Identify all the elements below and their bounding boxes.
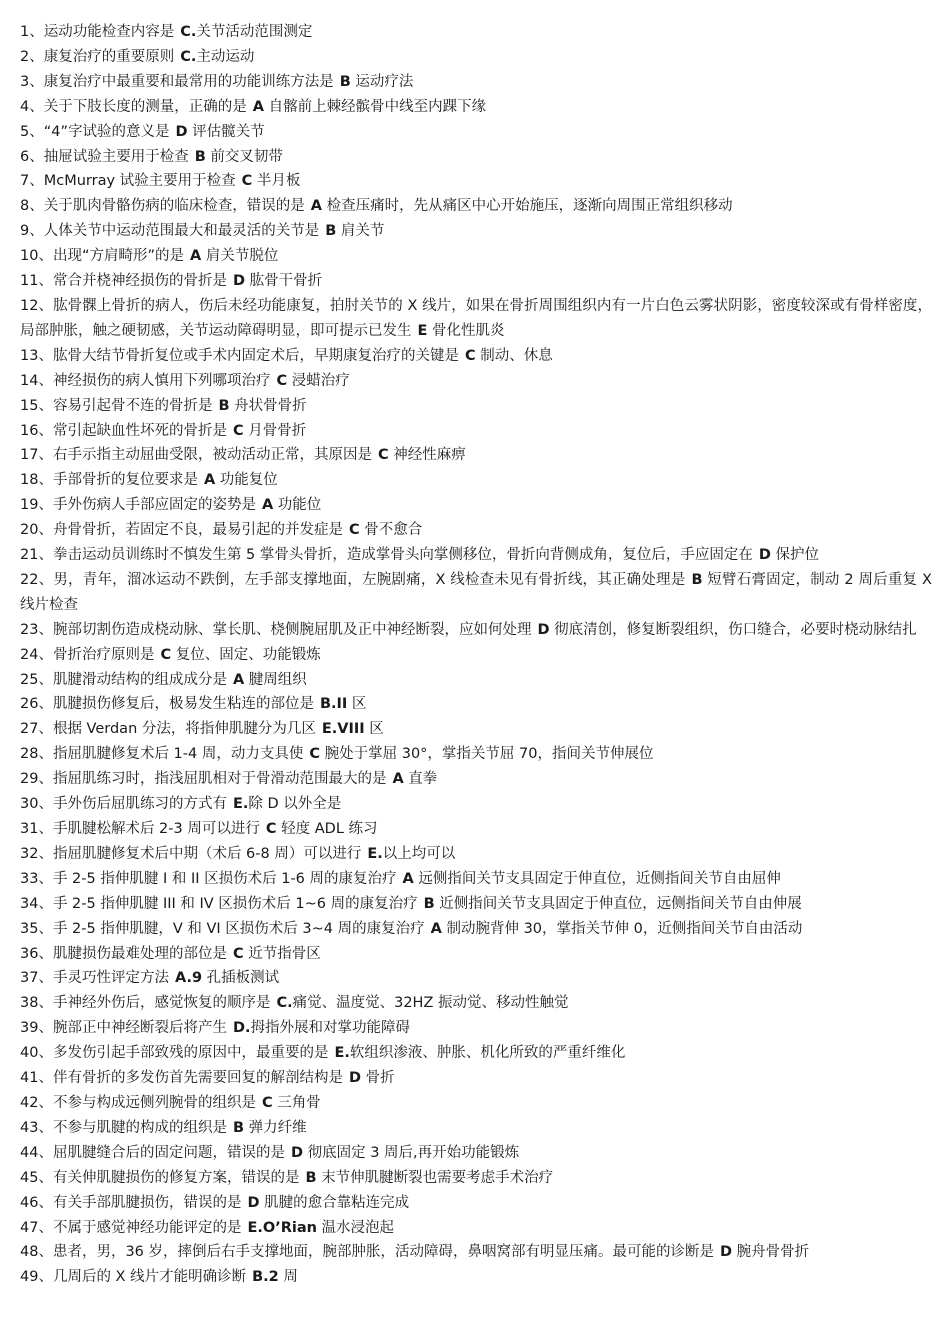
question-item <box>20 419 932 444</box>
question-item <box>20 792 932 817</box>
answer-text: 温水浸泡起 <box>316 1219 395 1236</box>
answer-text: 彻底清创，修复断裂组织，伤口缝合，必要时桡动脉结扎 <box>549 621 917 638</box>
question-text: 37、手灵巧性评定方法 <box>20 970 169 987</box>
answer-option: D <box>175 123 188 140</box>
answer-text: 骨折 <box>361 1070 395 1087</box>
question-item <box>20 369 932 394</box>
answer-text: 孔插板测试 <box>202 970 280 987</box>
question-item <box>20 892 932 917</box>
answer-option: C <box>276 372 288 389</box>
question-item <box>20 1191 932 1216</box>
answer-text: 短臂石膏固定，制动 2 周后重复 X 线片检查 <box>20 571 932 613</box>
answer-text: 骨化性肌炎 <box>427 322 505 339</box>
answer-text: 浸蜡治疗 <box>287 372 350 389</box>
question-text: 42、不参与构成远侧列腕骨的组织是 <box>20 1094 256 1111</box>
question-item <box>20 1091 932 1116</box>
answer-text: 周 <box>278 1269 298 1286</box>
answer-option: E. <box>232 796 249 813</box>
answer-text: 保护位 <box>770 547 820 564</box>
question-text: 8、关于肌肉骨骼伤病的临床检查，错误的是 <box>20 198 305 215</box>
answer-option: A <box>261 497 274 514</box>
answer-text: 弹力纤维 <box>244 1119 307 1136</box>
question-text: 38、手神经外伤后，感觉恢复的顺序是 <box>20 995 271 1012</box>
question-item <box>20 219 932 244</box>
question-item <box>20 643 932 668</box>
answer-option: A.9 <box>174 970 203 987</box>
question-text: 2、康复治疗的重要原则 <box>20 48 175 65</box>
question-item <box>20 145 932 170</box>
question-item <box>20 543 932 568</box>
question-text: 41、伴有骨折的多发伤首先需要回复的解剖结构是 <box>20 1070 343 1087</box>
answer-option: A <box>203 472 216 489</box>
answer-text: 腱周组织 <box>244 671 307 688</box>
answer-text: 腕舟骨骨折 <box>732 1244 810 1261</box>
question-item <box>20 1265 932 1290</box>
answer-option: B.II <box>319 696 348 713</box>
question-text: 31、手肌腱松解术后 2-3 周可以进行 <box>20 821 260 837</box>
answer-text: 末节伸肌腱断裂也需要考虑手术治疗 <box>316 1169 554 1186</box>
question-item <box>20 194 932 219</box>
answer-text: 肱骨干骨折 <box>245 273 323 290</box>
answer-option: C <box>241 173 253 190</box>
answer-option: A <box>252 98 264 115</box>
answer-option: D <box>720 1244 733 1261</box>
answer-option: C <box>265 821 277 837</box>
question-item <box>20 20 932 45</box>
question-item <box>20 917 932 942</box>
question-item <box>20 767 932 792</box>
answer-text: 神经性麻痹 <box>388 447 466 464</box>
answer-text: 肩关节脱位 <box>201 248 279 265</box>
question-text: 10、出现“方肩畸形”的是 <box>20 248 184 265</box>
answer-option: E <box>417 322 428 339</box>
question-item <box>20 692 932 717</box>
answer-option: B <box>691 571 703 588</box>
answer-option: B <box>339 73 351 90</box>
answer-option: C <box>377 447 389 464</box>
answer-text: 以上均可以 <box>382 845 456 862</box>
answer-option: B <box>305 1169 317 1186</box>
answer-option: A <box>310 198 322 215</box>
answer-text: 运动疗法 <box>350 73 414 90</box>
answer-option: B <box>423 895 435 912</box>
answer-text: 制动腕背伸 30，掌指关节伸 0，近侧指间关节自由活动 <box>441 920 803 937</box>
answer-text: 三角骨 <box>272 1094 321 1111</box>
answer-text: 骨不愈合 <box>359 522 423 539</box>
question-text: 21、拳击运动员训练时不慎发生第 5 掌骨头骨折，造成掌骨头向掌侧移位，骨折向背侧成角，复位后，手应固定在 <box>20 547 753 564</box>
question-text: 46、有关手部肌腱损伤，错误的是 <box>20 1194 242 1211</box>
answer-option: E. <box>367 845 383 862</box>
answer-option: C <box>261 1094 273 1111</box>
answer-option: D <box>247 1194 260 1211</box>
question-text: 18、手部骨折的复位要求是 <box>20 472 198 489</box>
question-text: 33、手 2-5 指伸肌腱 I 和 II 区损伤术后 1-6 周的康复治疗 <box>20 870 397 887</box>
answer-option: D <box>537 621 550 638</box>
answer-text: 功能位 <box>273 497 322 514</box>
answer-option: A <box>392 771 404 788</box>
answer-text: 关节活动范围测定 <box>196 24 313 40</box>
question-text: 40、多发伤引起手部致残的原因中，最重要的是 <box>20 1045 329 1062</box>
question-text: 12、肱骨髁上骨折的病人，伤后未经功能康复，拍肘关节的 X 线片，如果在骨折周围组织内有一片白色云雾状阴影，密度较深或有骨样密度，局部肿胀，触之硬韧感，关节运动障碍明显，即可提示已发生 <box>20 297 932 339</box>
answer-option: A <box>430 920 442 937</box>
question-item <box>20 1066 932 1091</box>
question-item <box>20 95 932 120</box>
answer-option: E.VIII <box>321 721 365 738</box>
answer-option: D <box>758 547 771 564</box>
answer-text: 月骨骨折 <box>243 422 307 439</box>
question-text: 36、肌腱损伤最难处理的部位是 <box>20 945 227 962</box>
answer-text: 评估髋关节 <box>187 123 265 140</box>
question-text: 49、几周后的 X 线片才能明确诊断 <box>20 1269 247 1286</box>
answer-text: 近侧指间关节支具固定于伸直位，远侧指间关节自由伸展 <box>434 895 802 912</box>
question-text: 15、容易引起骨不连的骨折是 <box>20 397 213 414</box>
question-item <box>20 742 932 767</box>
question-text: 6、抽屉试验主要用于检查 <box>20 148 189 165</box>
answer-option: E.O’Rian <box>247 1219 317 1236</box>
answer-text: 痛觉、温度觉、32HZ 振动觉、移动性触觉 <box>292 995 569 1012</box>
answer-option: D <box>290 1144 303 1161</box>
question-text: 25、肌腱滑动结构的组成成分是 <box>20 671 227 688</box>
question-item <box>20 668 932 693</box>
question-text: 34、手 2-5 指伸肌腱 III 和 IV 区损伤术后 1~6 周的康复治疗 <box>20 895 418 912</box>
question-text: 19、手外伤病人手部应固定的姿势是 <box>20 497 256 514</box>
answer-option: B <box>194 148 206 165</box>
answer-option: C. <box>276 995 293 1012</box>
question-text: 22、男，青年，溜冰运动不跌倒，左手部支撑地面，左腕剧痛，X 线检查未见有骨折线，其正确处理是 <box>20 571 686 588</box>
question-text: 48、患者，男，36 岁，摔倒后右手支撑地面，腕部肿胀，活动障碍，鼻咽窝部有明显压痛。最可能的诊断是 <box>20 1244 715 1261</box>
answer-text: 轻度 ADL 练习 <box>276 821 378 837</box>
question-item <box>20 394 932 419</box>
answer-option: B <box>232 1119 245 1136</box>
answer-text: 舟状骨骨折 <box>229 397 307 414</box>
question-item <box>20 867 932 892</box>
answer-option: A <box>189 248 202 265</box>
answer-text: 直拳 <box>403 771 438 788</box>
answer-text: 远侧指间关节支具固定于伸直位，近侧指间关节自由屈伸 <box>413 870 781 887</box>
question-text: 29、指屈肌练习时，指浅屈肌相对于骨滑动范围最大的是 <box>20 771 387 788</box>
question-item <box>20 817 932 842</box>
question-item <box>20 1116 932 1141</box>
question-item <box>20 269 932 294</box>
question-text: 11、常合并桡神经损伤的骨折是 <box>20 273 227 290</box>
question-text: 47、不属于感觉神经功能评定的是 <box>20 1219 242 1236</box>
question-text: 1、运动功能检查内容是 <box>20 24 175 40</box>
answer-option: C <box>160 646 172 663</box>
question-text: 17、右手示指主动屈曲受限，被动活动正常，其原因是 <box>20 447 372 464</box>
question-text: 44、屈肌腱缝合后的固定问题，错误的是 <box>20 1144 285 1161</box>
question-item <box>20 842 932 867</box>
question-text: 23、腕部切割伤造成桡动脉、掌长肌、桡侧腕屈肌及正中神经断裂，应如何处理 <box>20 621 532 638</box>
question-item <box>20 120 932 145</box>
question-text: 16、常引起缺血性坏死的骨折是 <box>20 422 227 439</box>
question-item <box>20 493 932 518</box>
question-item <box>20 70 932 95</box>
question-text: 32、指屈肌腱修复术后中期（术后 6-8 周）可以进行 <box>20 845 362 862</box>
question-item <box>20 991 932 1016</box>
question-text: 24、骨折治疗原则是 <box>20 646 155 663</box>
question-item <box>20 568 932 618</box>
question-item <box>20 468 932 493</box>
answer-option: C <box>232 422 244 439</box>
question-item <box>20 966 932 991</box>
answer-text: 功能复位 <box>215 472 278 489</box>
question-item <box>20 1166 932 1191</box>
answer-option: C. <box>180 24 197 40</box>
question-item <box>20 1041 932 1066</box>
question-text: 43、不参与肌腱的构成的组织是 <box>20 1119 227 1136</box>
question-item <box>20 1216 932 1241</box>
answer-option: C. <box>180 48 197 65</box>
question-text: 14、神经损伤的病人慎用下列哪项治疗 <box>20 372 271 389</box>
question-text: 7、McMurray 试验主要用于检查 <box>20 173 236 190</box>
question-item <box>20 294 932 344</box>
answer-option: E. <box>334 1045 350 1062</box>
question-item <box>20 45 932 70</box>
answer-option: A <box>402 870 414 887</box>
answer-text: 肌腱的愈合靠粘连完成 <box>259 1194 410 1211</box>
answer-option: B.2 <box>252 1269 279 1286</box>
question-item <box>20 618 932 643</box>
answer-option: C <box>309 746 321 763</box>
question-text: 28、指屈肌腱修复术后 1-4 周，动力支具使 <box>20 746 304 763</box>
answer-text: 区 <box>364 721 384 738</box>
answer-text: 自髂前上棘经髌骨中线至内踝下缘 <box>263 98 487 115</box>
answer-option: C <box>464 347 476 364</box>
question-text: 4、关于下肢长度的测量，正确的是 <box>20 98 247 115</box>
answer-option: C <box>348 522 360 539</box>
question-item <box>20 942 932 967</box>
answer-text: 肩关节 <box>336 223 385 240</box>
answer-text: 制动、休息 <box>475 347 553 364</box>
answer-option: D <box>232 273 245 290</box>
answer-text: 除 D 以外全是 <box>248 796 342 813</box>
answer-text: 彻底固定 3 周后,再开始功能锻炼 <box>303 1144 520 1161</box>
question-text: 30、手外伤后屈肌练习的方式有 <box>20 796 227 813</box>
answer-option: D <box>348 1070 361 1087</box>
answer-text: 半月板 <box>252 173 301 190</box>
question-text: 9、人体关节中运动范围最大和最灵活的关节是 <box>20 223 320 240</box>
answer-text: 前交叉韧带 <box>205 148 283 165</box>
question-text: 20、舟骨骨折，若固定不良，最易引起的并发症是 <box>20 522 343 539</box>
question-item <box>20 244 932 269</box>
answer-text: 拇指外展和对掌功能障碍 <box>250 1020 410 1037</box>
question-text: 45、有关伸肌腱损伤的修复方案，错误的是 <box>20 1169 300 1186</box>
question-item <box>20 344 932 369</box>
question-item <box>20 1141 932 1166</box>
answer-text: 腕处于掌屈 30°，掌指关节屈 70，指间关节伸展位 <box>320 746 654 763</box>
answer-option: C <box>232 945 244 962</box>
document-body <box>20 20 932 1290</box>
answer-option: B <box>218 397 230 414</box>
question-item <box>20 1240 932 1265</box>
question-text: 27、根据 Verdan 分法，将指伸肌腱分为几区 <box>20 721 316 738</box>
answer-text: 主动运动 <box>196 48 255 65</box>
answer-text: 近节指骨区 <box>243 945 321 962</box>
question-item <box>20 169 932 194</box>
question-item <box>20 1016 932 1041</box>
question-item <box>20 717 932 742</box>
answer-option: D. <box>232 1020 251 1037</box>
answer-text: 检查压痛时，先从痛区中心开始施压，逐渐向周围正常组织移动 <box>321 198 733 215</box>
answer-option: B <box>325 223 337 240</box>
answer-option: A <box>232 671 245 688</box>
question-text: 13、肱骨大结节骨折复位或手术内固定术后，早期康复治疗的关键是 <box>20 347 459 364</box>
question-text: 3、康复治疗中最重要和最常用的功能训练方法是 <box>20 73 334 90</box>
answer-text: 软组织渗液、肿胀、机化所致的严重纤维化 <box>349 1045 626 1062</box>
question-text: 35、手 2-5 指伸肌腱，V 和 VI 区损伤术后 3~4 周的康复治疗 <box>20 920 425 937</box>
answer-text: 复位、固定、功能锻炼 <box>171 646 321 663</box>
question-item <box>20 443 932 468</box>
question-text: 39、腕部正中神经断裂后将产生 <box>20 1020 227 1037</box>
question-text: 5、“4”字试验的意义是 <box>20 123 170 140</box>
question-text: 26、肌腱损伤修复后，极易发生粘连的部位是 <box>20 696 314 713</box>
answer-text: 区 <box>347 696 367 713</box>
question-item <box>20 518 932 543</box>
